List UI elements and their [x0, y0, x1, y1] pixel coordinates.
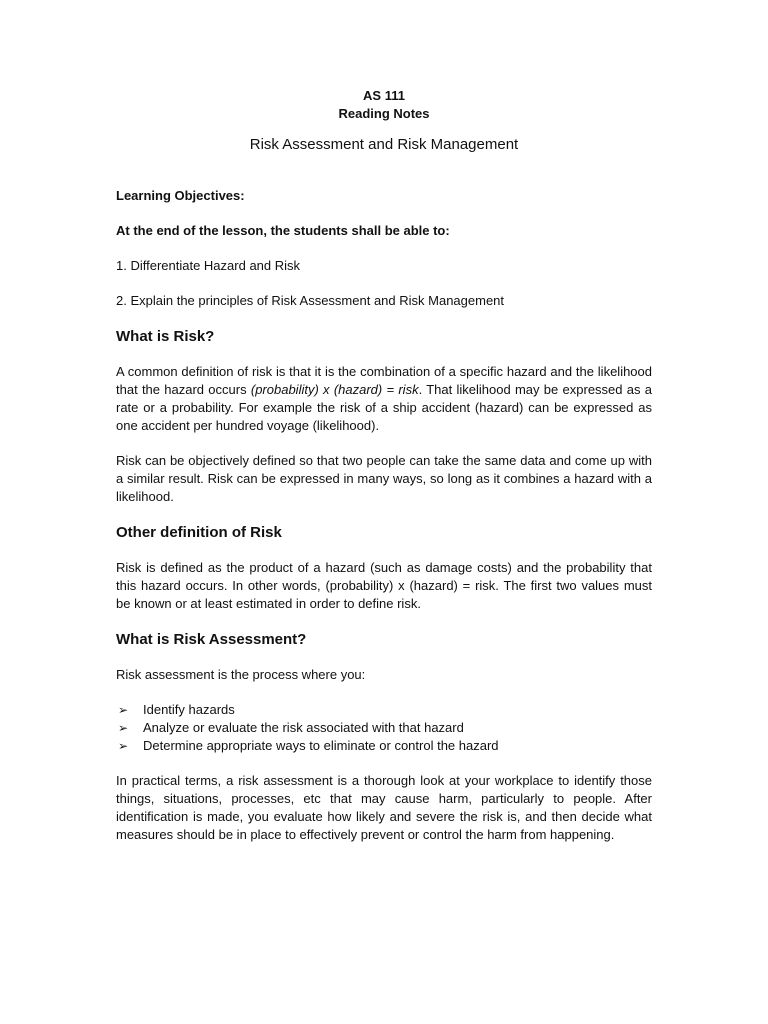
objectives-heading: Learning Objectives: — [116, 188, 245, 203]
risk-definition-paragraph — [116, 363, 652, 435]
risk-definition-text-a: A common definition of risk is that it is the combination of a specific hazard and the likelihood that the hazard occurs — [116, 364, 652, 397]
practical-terms-paragraph: In practical terms, a risk assessment is a thorough look at your workplace to identify those things, situations, processes, etc that may cause harm, particularly to people. After identification is made, you evaluate how likely and severe the risk is, and then decide what measures should be in place to effectively prevent or control the harm from happening. — [116, 773, 652, 842]
risk-definition-text-b: . That likelihood may be expressed as a rate or a probability. For example the risk of a ship accident (hazard) can be expressed as one accident per hundred voyage (likelihood). — [116, 382, 652, 433]
risk-assessment-intro: Risk assessment is the process where you: — [116, 667, 366, 682]
arrow-bullet-icon: ➢ — [117, 703, 129, 717]
list-item-text: Identify hazards — [143, 702, 235, 717]
objectives-intro: At the end of the lesson, the students shall be able to: — [116, 223, 450, 238]
other-definition-paragraph: Risk is defined as the product of a hazard (such as damage costs) and the probability that this hazard occurs. In other words, (probability) x (hazard) = risk. The first two values must be known or at least estimated in order to define risk. — [116, 560, 652, 611]
document-title: Risk Assessment and Risk Management — [249, 136, 519, 153]
arrow-bullet-icon: ➢ — [117, 739, 129, 753]
arrow-bullet-icon: ➢ — [117, 721, 129, 735]
section-heading-what-is-risk: What is Risk? — [116, 328, 215, 345]
list-item-text: Determine appropriate ways to eliminate or control the hazard — [143, 738, 499, 753]
course-code: AS 111 — [363, 88, 405, 103]
risk-objective-paragraph: Risk can be objectively defined so that two people can take the same data and come up with a similar result. Risk can be expressed in many ways, so long as it combines a hazard with a likelihood. — [116, 453, 652, 504]
list-item — [116, 719, 652, 737]
document-subtitle: Reading Notes — [338, 106, 430, 121]
section-heading-risk-assessment: What is Risk Assessment? — [116, 631, 307, 648]
section-heading-other-definition: Other definition of Risk — [116, 524, 282, 541]
risk-assessment-steps — [116, 701, 652, 755]
objective-item-1: 1. Differentiate Hazard and Risk — [116, 258, 301, 273]
list-item — [116, 737, 652, 755]
document-content — [116, 87, 652, 844]
risk-formula: (probability) x (hazard) = risk — [250, 382, 419, 397]
objective-item-2: 2. Explain the principles of Risk Assessment and Risk Management — [116, 293, 505, 308]
list-item — [116, 701, 652, 719]
list-item-text: Analyze or evaluate the risk associated with that hazard — [143, 720, 464, 735]
